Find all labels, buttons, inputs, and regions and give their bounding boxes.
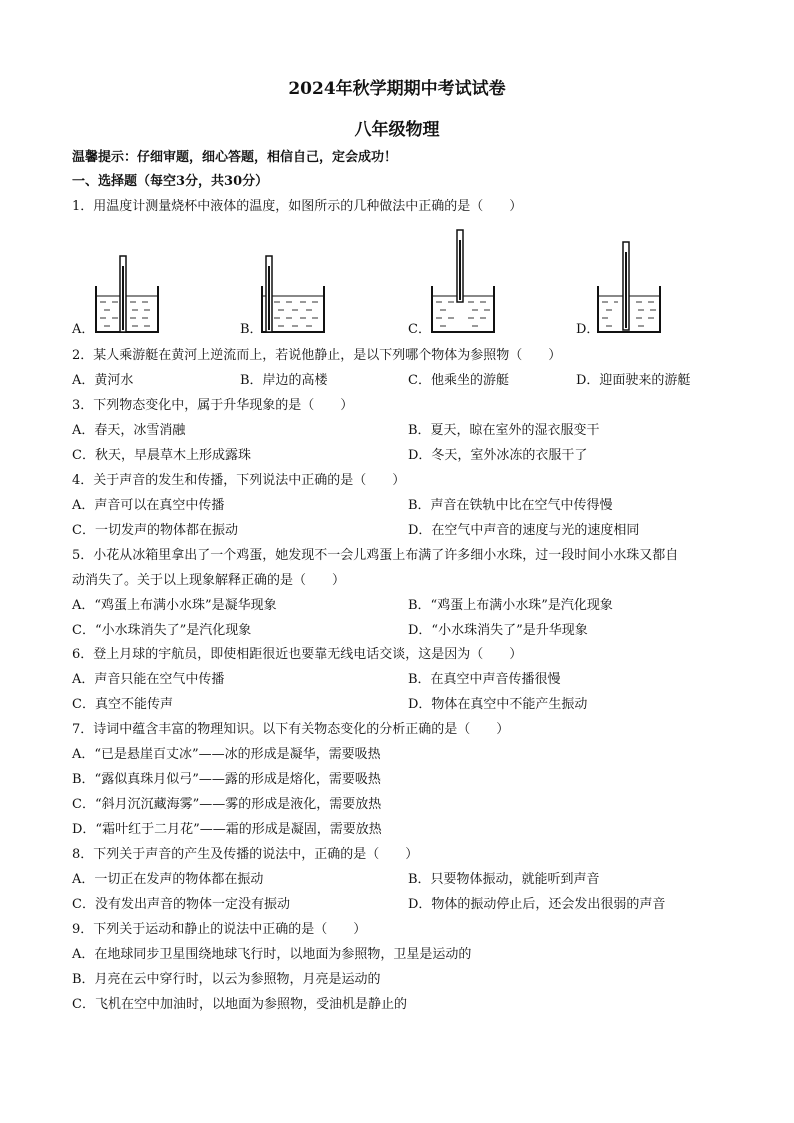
q2-option-d[interactable]: D．迎面驶来的游艇 <box>576 373 691 388</box>
q1-option-a-label: A． <box>72 322 95 337</box>
q1-option-c-label: C． <box>408 322 431 337</box>
q6-option-b[interactable]: B．在真空中声音传播很慢 <box>408 672 561 687</box>
q6-option-a[interactable]: A．声音只能在空气中传播 <box>72 672 225 687</box>
q5-option-a[interactable]: A．“鸡蛋上布满小水珠”是凝华现象 <box>72 598 277 613</box>
q6-option-c[interactable]: C．真空不能传声 <box>72 697 173 712</box>
question-8-stem: 8．下列关于声音的产生及传播的说法中，正确的是（ ） <box>72 847 419 862</box>
q5-option-c[interactable]: C．“小水珠消失了”是汽化现象 <box>72 623 252 638</box>
q3-option-d[interactable]: D．冬天，室外冰冻的衣服干了 <box>408 448 588 463</box>
q3-option-c[interactable]: C．秋天，早晨草木上形成露珠 <box>72 448 251 463</box>
q8-option-d[interactable]: D．物体的振动停止后，还会发出很弱的声音 <box>408 897 666 912</box>
q8-option-c[interactable]: C．没有发出声音的物体一定没有振动 <box>72 897 290 912</box>
q5-option-d[interactable]: D．“小水珠消失了”是升华现象 <box>408 623 588 638</box>
question-6-stem: 6．登上月球的宇航员，即使相距很近也要靠无线电话交谈，这是因为（ ） <box>72 647 523 662</box>
q2-option-b[interactable]: B．岸边的高楼 <box>240 373 328 388</box>
question-1-stem: 1．用温度计测量烧杯中液体的温度，如图所示的几种做法中正确的是（ ） <box>72 199 523 214</box>
q1-beaker-b-figure <box>258 252 328 334</box>
question-5-stem: 5．小花从冰箱里拿出了一个鸡蛋，她发现不一会儿鸡蛋上布满了许多细小水珠，过一段时间小水珠又都自 <box>72 548 679 563</box>
q7-option-d[interactable]: D．“霜叶红于二月花”——霜的形成是凝固，需要放热 <box>72 822 382 837</box>
q2-option-c[interactable]: C．他乘坐的游艇 <box>408 373 509 388</box>
q4-option-c[interactable]: C．一切发声的物体都在振动 <box>72 523 238 538</box>
q5-option-b[interactable]: B．“鸡蛋上布满小水珠”是汽化现象 <box>408 598 613 613</box>
q7-option-a[interactable]: A．“已是悬崖百丈冰”——冰的形成是凝华，需要吸热 <box>72 747 381 762</box>
q8-option-a[interactable]: A．一切正在发声的物体都在振动 <box>72 872 264 887</box>
q1-option-d-label: D． <box>576 322 600 337</box>
exam-subtitle: 八年级物理 <box>354 120 440 140</box>
q3-option-b[interactable]: B．夏天，晾在室外的湿衣服变干 <box>408 423 600 438</box>
q1-beaker-c-figure <box>428 228 498 334</box>
section-heading: 一、选择题（每空3分，共30分） <box>72 174 269 189</box>
q8-option-b[interactable]: B．只要物体振动，就能听到声音 <box>408 872 600 887</box>
q7-option-b[interactable]: B．“露似真珠月似弓”——露的形成是熔化，需要吸热 <box>72 772 381 787</box>
question-9-stem: 9．下列关于运动和静止的说法中正确的是（ ） <box>72 922 367 937</box>
exam-tip: 温馨提示：仔细审题，细心答题，相信自己，定会成功！ <box>72 150 398 165</box>
exam-title: 2024年秋学期期中考试试卷 <box>288 79 506 99</box>
q1-beaker-d-figure <box>594 240 664 334</box>
question-7-stem: 7．诗词中蕴含丰富的物理知识。以下有关物态变化的分析正确的是（ ） <box>72 722 510 737</box>
q4-option-d[interactable]: D．在空气中声音的速度与光的速度相同 <box>408 523 640 538</box>
q6-option-d[interactable]: D．物体在真空中不能产生振动 <box>408 697 588 712</box>
q7-option-c[interactable]: C．“斜月沉沉藏海雾”——雾的形成是液化，需要放热 <box>72 797 382 812</box>
q9-option-a[interactable]: A．在地球同步卫星围绕地球飞行时，以地面为参照物，卫星是运动的 <box>72 947 472 962</box>
q9-option-b[interactable]: B．月亮在云中穿行时，以云为参照物，月亮是运动的 <box>72 972 381 987</box>
q1-beaker-a-figure <box>92 252 162 334</box>
q4-option-b[interactable]: B．声音在铁轨中比在空气中传得慢 <box>408 498 613 513</box>
q2-option-a[interactable]: A．黄河水 <box>72 373 134 388</box>
question-3-stem: 3．下列物态变化中，属于升华现象的是（ ） <box>72 398 354 413</box>
question-4-stem: 4．关于声音的发生和传播，下列说法中正确的是（ ） <box>72 473 406 488</box>
q4-option-a[interactable]: A．声音可以在真空中传播 <box>72 498 225 513</box>
q9-option-c[interactable]: C．飞机在空中加油时，以地面为参照物，受油机是静止的 <box>72 997 407 1012</box>
question-5-stem-continued: 动消失了。关于以上现象解释正确的是（ ） <box>72 573 346 588</box>
q1-option-b-label: B． <box>240 322 263 337</box>
q3-option-a[interactable]: A．春天，冰雪消融 <box>72 423 186 438</box>
question-2-stem: 2．某人乘游艇在黄河上逆流而上，若说他静止，是以下列哪个物体为参照物（ ） <box>72 348 562 363</box>
